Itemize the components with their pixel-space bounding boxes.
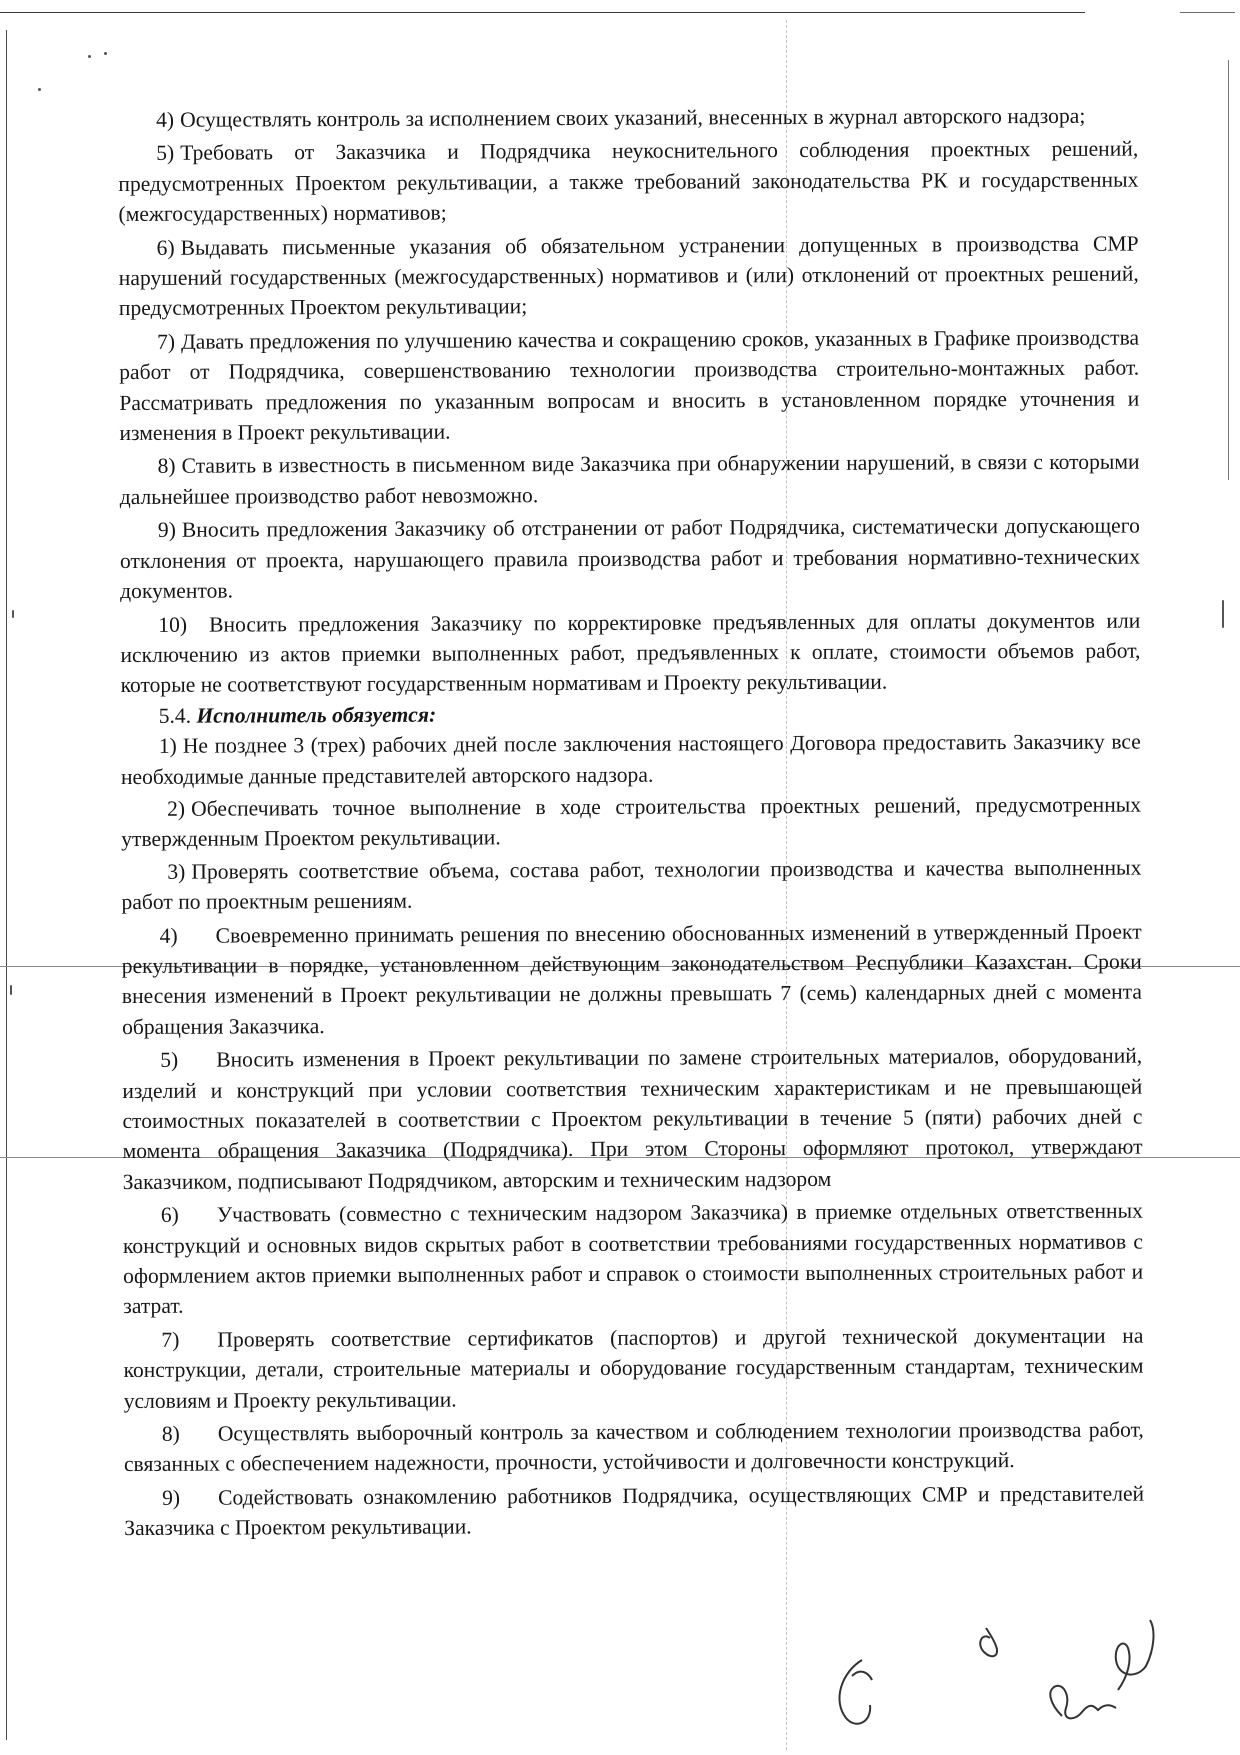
item-text: Участвовать (совместно с техническим надзором Заказчика) в приемке отдельных ответственных конструкций и основных видов скрытых работ в соответствии требованиями государственных нормативов с оформлением актов приемки выполненных работ и справок о стоимости выполненных строительных работ и затрат.: [122, 1198, 1144, 1319]
scan-top-rule-right: [1180, 12, 1235, 13]
list-item: [121, 789, 1141, 854]
signature-1: [839, 1660, 872, 1724]
item-text: Содействовать ознакомлению работников Подрядчика, осуществляющих СМР и представителей Заказчика с Проектом рекультивации.: [124, 1481, 1145, 1541]
scan-left-edge: [6, 30, 7, 1740]
item-text: Проверять соответствие сертификатов (паспортов) и другой технической документации на конструкции, детали, строительные материалы и оборудование государственным стандартам, техническим условиям и Проекту рекультивации.: [123, 1323, 1144, 1413]
list-item: [120, 605, 1140, 701]
item-text: Ставить в известность в письменном виде Заказчика при обнаружении нарушений, в связи с которыми дальнейшее производство работ невозможно.: [119, 450, 1140, 509]
list-item: [124, 1478, 1144, 1543]
obligations-list-upper: [118, 101, 1141, 701]
item-text: Осуществлять контроль за исполнением своих указаний, внесенных в журнал авторского надзора;: [180, 103, 1086, 132]
list-item: [121, 852, 1141, 917]
list-item: [120, 447, 1140, 512]
item-number: 3): [167, 859, 186, 884]
list-item: [122, 1041, 1143, 1197]
item-number: 7): [161, 1327, 180, 1352]
item-number: 5): [160, 1047, 179, 1073]
list-item: [121, 727, 1141, 792]
item-number: 9): [162, 1485, 181, 1510]
scan-speck: [10, 985, 12, 995]
item-number: 7): [156, 329, 176, 354]
item-text: Проверять соответствие объема, состава работ, технологии производства и качества выполненных работ по проектным решениям.: [121, 855, 1142, 915]
list-item: [123, 1196, 1144, 1322]
list-item: [124, 1415, 1144, 1480]
item-number: 8): [161, 1421, 180, 1446]
item-number: 9): [157, 518, 176, 543]
item-text: Вносить предложения Заказчику об отстранении от работ Подрядчика, систематически допускающего отклонения от проекта, нарушающего правила производства работ и требования нормативно-технических документов.: [119, 513, 1141, 604]
list-item: [119, 322, 1140, 448]
item-text: Выдавать письменные указания об обязательном устранении допущенных в производства СМР нарушений государственных (межгосударственных) нормативов и (или) отклонений от проектных решений, предусмотренных Проектом рекультивации;: [118, 231, 1139, 321]
scan-speck: [1222, 600, 1224, 628]
list-item: [118, 101, 1138, 136]
signature-2: [980, 1628, 997, 1656]
list-item: [118, 134, 1138, 230]
item-text: Вносить предложения Заказчику по корректировке предъявленных для оплаты документов или исключению из актов приемки выполненных работ, предъявленных к оплате, стоимости объемов работ, которые не соответствуют государственным нормативам и Проекту рекультивации.: [120, 608, 1141, 698]
item-text: Требовать от Заказчика и Подрядчика неукоснительного соблюдения проектных решений, предусмотренных Проектом рекультивации, а также требований законодательства РК и государственных (межгосударственных) нормативов;: [118, 136, 1139, 227]
obligations-list-lower: [121, 727, 1145, 1544]
section-heading: [121, 696, 1141, 731]
document-body: [118, 98, 1144, 1544]
signature-3: [1050, 1620, 1153, 1718]
item-text: Осуществлять выборочный контроль за качеством и соблюдением технологии производства работ, связанных с обеспечением надежности, прочности, устойчивости и долговечности конструкций.: [123, 1417, 1144, 1477]
item-number: 2): [167, 796, 186, 821]
scan-top-rule: [0, 12, 1085, 13]
item-number: 10): [158, 612, 188, 637]
item-number: 6): [156, 235, 175, 260]
item-text: Давать предложения по улучшению качества и сокращению сроков, указанных в Графике производства работ от Подрядчика, совершенствованию технологии производства строительно-монтажных работ. Рассматривать предложения по указанным вопросам и вносить в установленном порядке уточнения и изменения в Проект рекультивации.: [119, 325, 1140, 446]
section-title: Исполнитель обязуется:: [196, 702, 437, 728]
item-number: 5): [156, 141, 175, 166]
item-number: 1): [158, 733, 177, 758]
item-number: 4): [156, 107, 175, 132]
scan-speck: [88, 55, 91, 58]
scan-speck: [104, 52, 107, 55]
item-text: Не позднее 3 (трех) рабочих дней после заключения настоящего Договора предоставить Заказчику все необходимые данные представителей авторского надзора.: [120, 729, 1141, 789]
item-number: 8): [157, 454, 176, 479]
section-number: 5.4.: [158, 703, 192, 728]
item-text: Вносить изменения в Проект рекультивации по замене строительных материалов, оборудований, изделий и конструкций при условии соответствия техническим характеристикам и не превышающей стоимостных показателей в соответствии с Проектом рекультивации в течение 5 (пяти) рабочих дней с момента обращения Заказчика (Подрядчика). При этом Стороны оформляют протокол, утверждают Заказчиком, подписывают Подрядчиком, авторским и техническим надзором: [122, 1043, 1143, 1194]
list-item: [119, 228, 1139, 324]
item-number: 4): [159, 923, 178, 948]
scan-speck: [12, 610, 14, 618]
item-text: Обеспечивать точное выполнение в ходе строительства проектных решений, предусмотренных утвержденным Проектом рекультивации.: [121, 792, 1142, 852]
scan-speck: [38, 88, 41, 91]
list-item: [122, 916, 1143, 1042]
list-item: [120, 511, 1140, 607]
item-number: 6): [160, 1202, 179, 1228]
scan-right-edge: [1228, 60, 1229, 480]
item-text: Своевременно принимать решения по внесению обоснованных изменений в утвержденный Проект рекультивации в порядке, установленном действующим законодательством Республики Казахстан. Сроки внесения изменений в Проект рекультивации не должны превышать 7 (семь) календарных дней с момента обращения Заказчика.: [121, 919, 1142, 1039]
list-item: [123, 1320, 1143, 1416]
